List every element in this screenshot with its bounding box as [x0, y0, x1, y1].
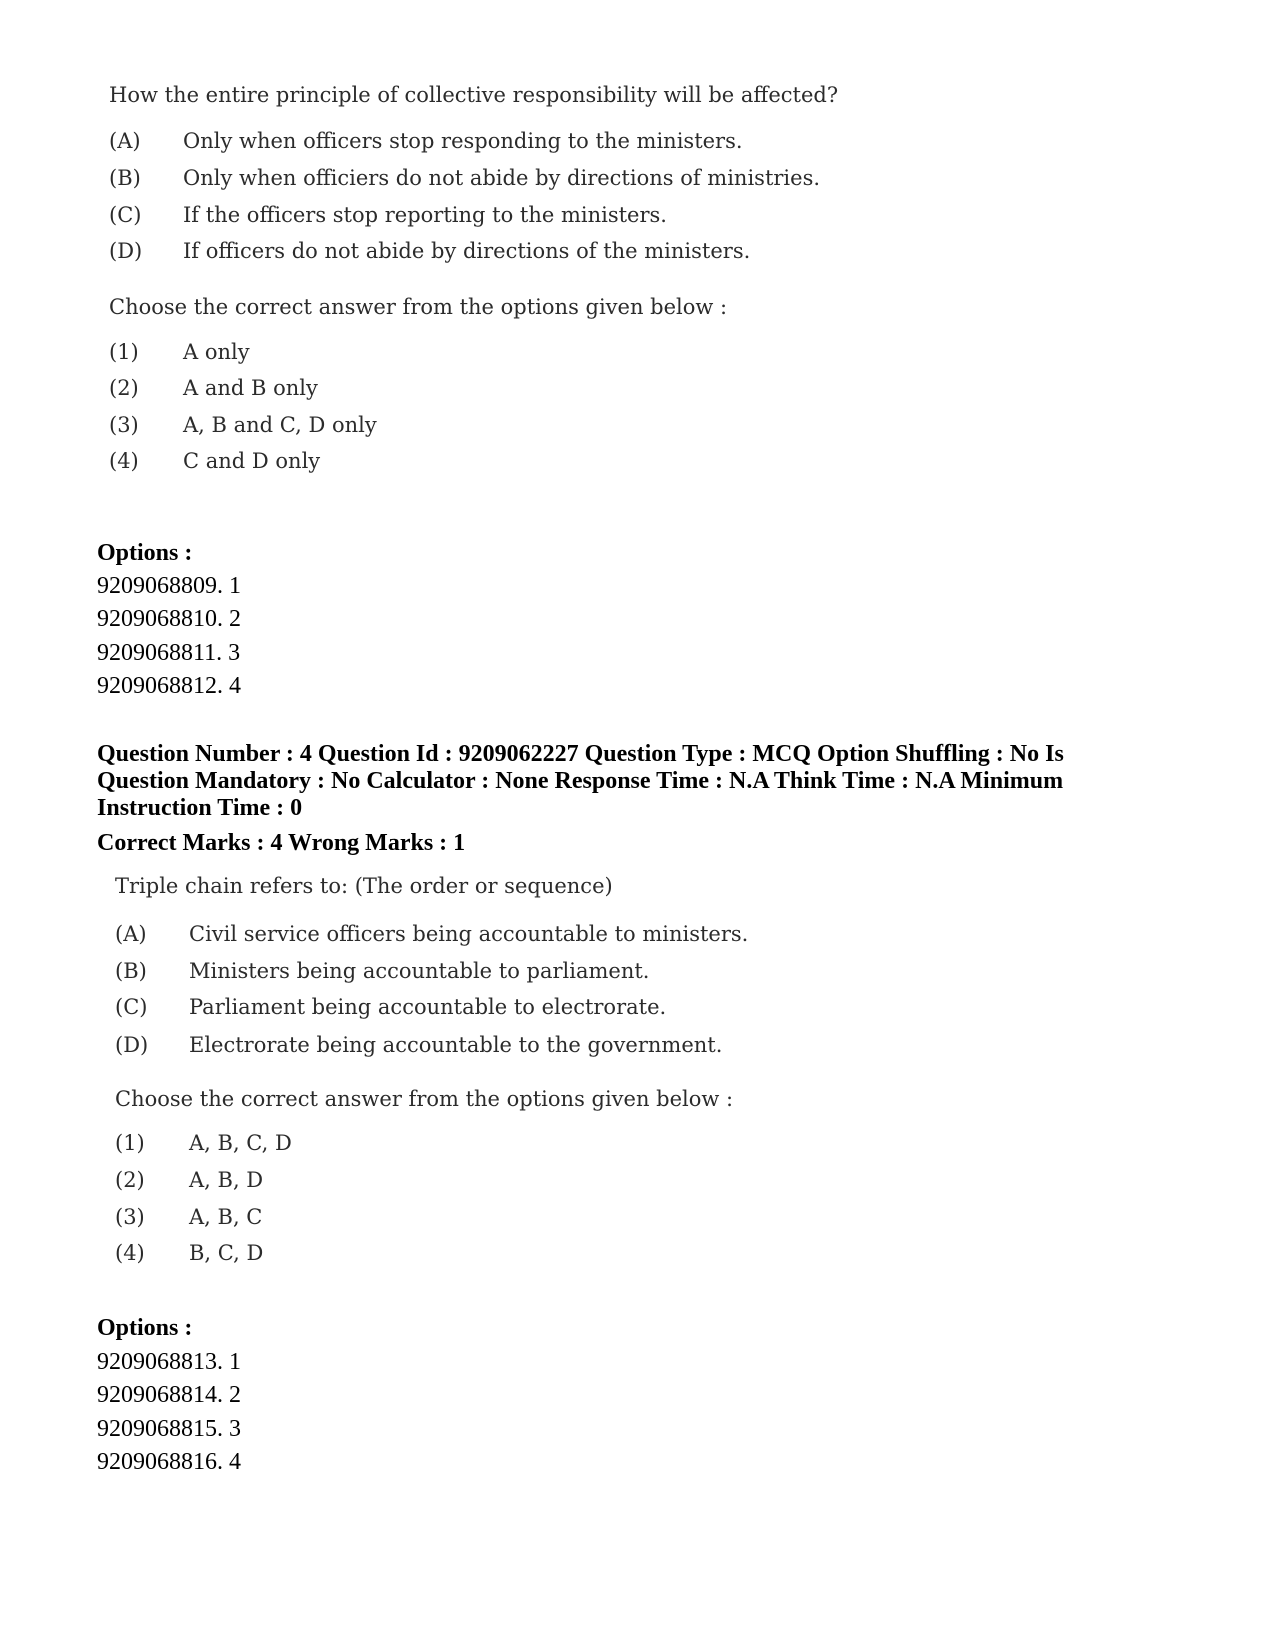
- answer-label: (4): [109, 449, 139, 473]
- q4-answer-3: [115, 1207, 262, 1228]
- q4-meta-line-2: Question Mandatory : No Calculator : None Response Time : N.A Think Time : N.A Minimum: [97, 768, 1064, 794]
- q3-answer-2: [109, 378, 318, 399]
- q3-option-id-3: 9209068811. 3: [97, 640, 241, 666]
- statement-label: (C): [109, 203, 142, 227]
- q4-meta-line-3: Instruction Time : 0: [97, 795, 303, 821]
- statement-label: (B): [115, 959, 147, 983]
- statement-text: Ministers being accountable to parliament.: [189, 959, 650, 983]
- q4-answer-1: [115, 1133, 292, 1154]
- statement-label: (B): [109, 166, 141, 190]
- q3-answer-1: [109, 342, 250, 363]
- statement-label: (A): [109, 129, 141, 153]
- q3-answer-3: [109, 415, 377, 436]
- q3-statement-b: [109, 168, 820, 189]
- answer-text: A and B only: [183, 376, 318, 400]
- q4-statement-b: [115, 961, 649, 982]
- q3-option-id-4: 9209068812. 4: [97, 673, 241, 699]
- q3-statement-a: [109, 131, 743, 152]
- answer-label: (1): [115, 1131, 145, 1155]
- statement-label: (A): [115, 922, 147, 946]
- q3-statement-c: [109, 205, 667, 226]
- q3-statement-d: [109, 241, 750, 262]
- answer-label: (3): [109, 413, 139, 437]
- answer-text: A, B, D: [189, 1168, 264, 1192]
- q4-options-heading: Options :: [97, 1315, 193, 1341]
- answer-label: (2): [109, 376, 139, 400]
- answer-text: C and D only: [183, 449, 321, 473]
- q4-statement-c: [115, 997, 666, 1018]
- statement-label: (D): [109, 239, 143, 263]
- q4-marks: Correct Marks : 4 Wrong Marks : 1: [97, 830, 466, 856]
- q4-statement-d: [115, 1035, 722, 1056]
- q4-option-id-4: 9209068816. 4: [97, 1449, 241, 1475]
- statement-label: (C): [115, 995, 148, 1019]
- answer-label: (1): [109, 340, 139, 364]
- q4-option-id-2: 9209068814. 2: [97, 1382, 241, 1408]
- q3-answer-4: [109, 451, 320, 472]
- statement-text: If the officers stop reporting to the ministers.: [183, 203, 667, 227]
- q4-question-image: [0, 860, 1275, 1280]
- q3-options-heading: Options :: [97, 540, 193, 566]
- statement-label: (D): [115, 1033, 149, 1057]
- q4-answer-2: [115, 1170, 263, 1191]
- answer-text: A, B, C: [189, 1205, 263, 1229]
- q3-option-id-1: 9209068809. 1: [97, 573, 241, 599]
- q4-meta-line-1: Question Number : 4 Question Id : 9209062227 Question Type : MCQ Option Shuffling : No Is: [97, 741, 1064, 767]
- q3-question-image: [0, 0, 1275, 500]
- answer-text: A only: [183, 340, 250, 364]
- statement-text: Civil service officers being accountable to ministers.: [189, 922, 749, 946]
- answer-text: A, B and C, D only: [183, 413, 377, 437]
- statement-text: Parliament being accountable to electrorate.: [189, 995, 667, 1019]
- statement-text: Only when officers stop responding to the ministers.: [183, 129, 743, 153]
- answer-text: A, B, C, D: [189, 1131, 292, 1155]
- q4-statement-a: [115, 924, 748, 945]
- q4-option-id-1: 9209068813. 1: [97, 1349, 241, 1375]
- q4-prompt: Triple chain refers to: (The order or sequence): [115, 874, 613, 898]
- q4-choose-instruction: Choose the correct answer from the options given below :: [115, 1087, 734, 1111]
- answer-label: (4): [115, 1241, 145, 1265]
- q4-answer-4: [115, 1243, 263, 1264]
- q4-option-id-3: 9209068815. 3: [97, 1416, 241, 1442]
- statement-text: Electrorate being accountable to the government.: [189, 1033, 723, 1057]
- statement-text: If officers do not abide by directions of the ministers.: [183, 239, 751, 263]
- answer-text: B, C, D: [189, 1241, 264, 1265]
- q3-option-id-2: 9209068810. 2: [97, 606, 241, 632]
- statement-text: Only when officiers do not abide by directions of ministries.: [183, 166, 821, 190]
- answer-label: (2): [115, 1168, 145, 1192]
- answer-label: (3): [115, 1205, 145, 1229]
- q3-prompt: How the entire principle of collective responsibility will be affected?: [109, 83, 839, 107]
- q3-choose-instruction: Choose the correct answer from the options given below :: [109, 295, 728, 319]
